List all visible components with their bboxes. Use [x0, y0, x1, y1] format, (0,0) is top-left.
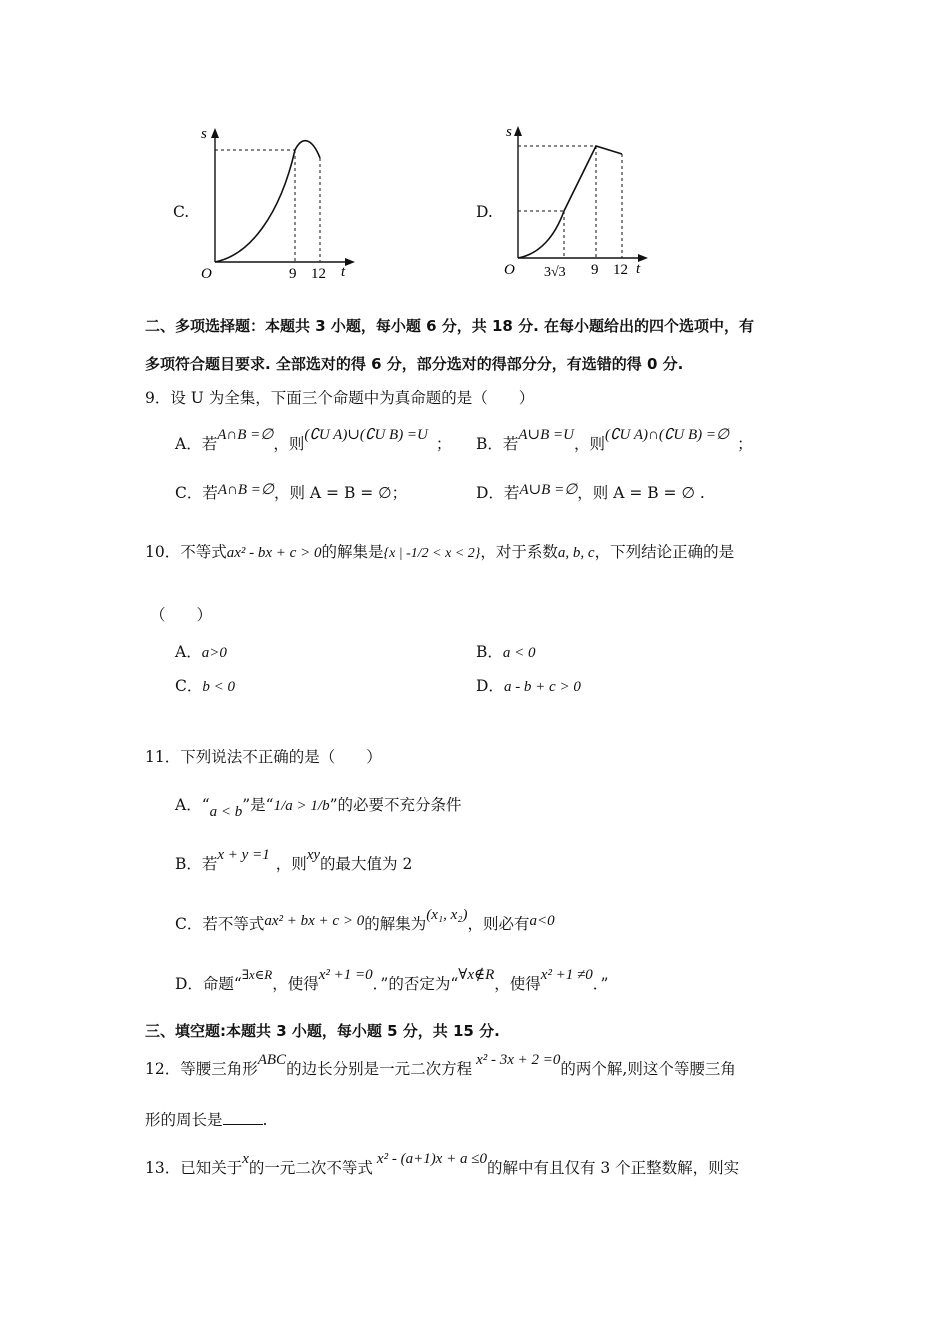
q10-stem: 10．不等式ax² - bx + c > 0的解集是{x | -1/2 < x < 2}，对于系数a, b, c，下列结论正确的是 — [145, 543, 735, 561]
tick-9: 9 — [289, 266, 297, 282]
q11-option-c: C．若不等式ax² + bx + c > 0的解集为(x₁, x₂)，则必有a<0 — [175, 907, 555, 933]
section2-line1: 二、多项选择题：本题共 3 小题，每小题 6 分，共 18 分. 在每小题给出的四个选项中，有 — [145, 317, 755, 335]
tick-12: 12 — [311, 266, 326, 282]
origin-label: O — [201, 266, 212, 282]
y-axis-arrow — [211, 128, 219, 138]
q12-line1: 12．等腰三角形ABC的边长分别是一元二次方程 x² - 3x + 2 =0的两个解,则这个等腰三角 — [145, 1052, 736, 1078]
q10-option-d: D．a - b + c > 0 — [476, 677, 581, 695]
q9-option-c: C．若A∩B =∅，则 A = B = ∅； — [175, 482, 408, 502]
q10-option-a: A．a>0 — [175, 643, 227, 661]
curve-c — [215, 141, 320, 262]
q9-option-d: D．若A∪B =∅，则 A = B = ∅ . — [476, 482, 705, 502]
tick-3sqrt3: 3√3 — [544, 265, 566, 280]
option-d-label: D. — [476, 203, 493, 221]
svg-text:12: 12 — [613, 262, 628, 278]
q10-option-c: C．b < 0 — [175, 677, 235, 695]
q11-option-d: D．命题“$^{\exists x\in R}$，使得x² +1 =0．”的否定为“∀x∉R，使得x² +1 ≠0．” — [175, 967, 609, 993]
q11-option-a: A．“a < b”是“1/a > 1/b”的必要不充分条件 — [175, 796, 462, 820]
graph-c — [195, 120, 365, 285]
section2-line2: 多项符合题目要求. 全部选对的得 6 分，部分选对的得部分分，有选错的得 0 分. — [145, 355, 684, 373]
section3-title: 三、填空题:本题共 3 小题，每小题 5 分，共 15 分. — [145, 1022, 500, 1040]
q9-option-a: A．若A∩B =∅，则(∁U A)∪(∁U B) =U ； — [175, 427, 452, 453]
q13-line1: 13．已知关于x的一元二次不等式 x² - (a+1)x + a ≤0的解中有且仅有 3 个正整数解，则实 — [145, 1151, 740, 1177]
svg-text:s: s — [506, 124, 512, 140]
q10-option-b: B．a < 0 — [476, 643, 536, 661]
q9-stem: 9．设 U 为全集，下面三个命题中为真命题的是（ ） — [145, 389, 535, 407]
svg-text:9: 9 — [591, 262, 599, 278]
answer-blank — [223, 1124, 263, 1125]
curve-d — [518, 146, 622, 258]
s-label: s — [201, 126, 207, 142]
x-axis-arrow — [345, 258, 355, 266]
graph-d — [500, 118, 670, 283]
q11-stem: 11．下列说法不正确的是（ ） — [145, 748, 382, 766]
q11-option-b: B．若x + y =1 ，则xy的最大值为 2 — [175, 847, 413, 873]
option-c-label: C. — [173, 203, 190, 221]
svg-text:O: O — [504, 262, 515, 278]
q10-paren: （ ） — [150, 606, 213, 624]
q9-option-b: B．若A∪B =U，则(∁U A)∩(∁U B) =∅ ； — [476, 427, 753, 453]
t-label: t — [341, 264, 346, 280]
q12-line2: 形的周长是 . — [145, 1111, 268, 1129]
svg-text:t: t — [636, 261, 641, 277]
